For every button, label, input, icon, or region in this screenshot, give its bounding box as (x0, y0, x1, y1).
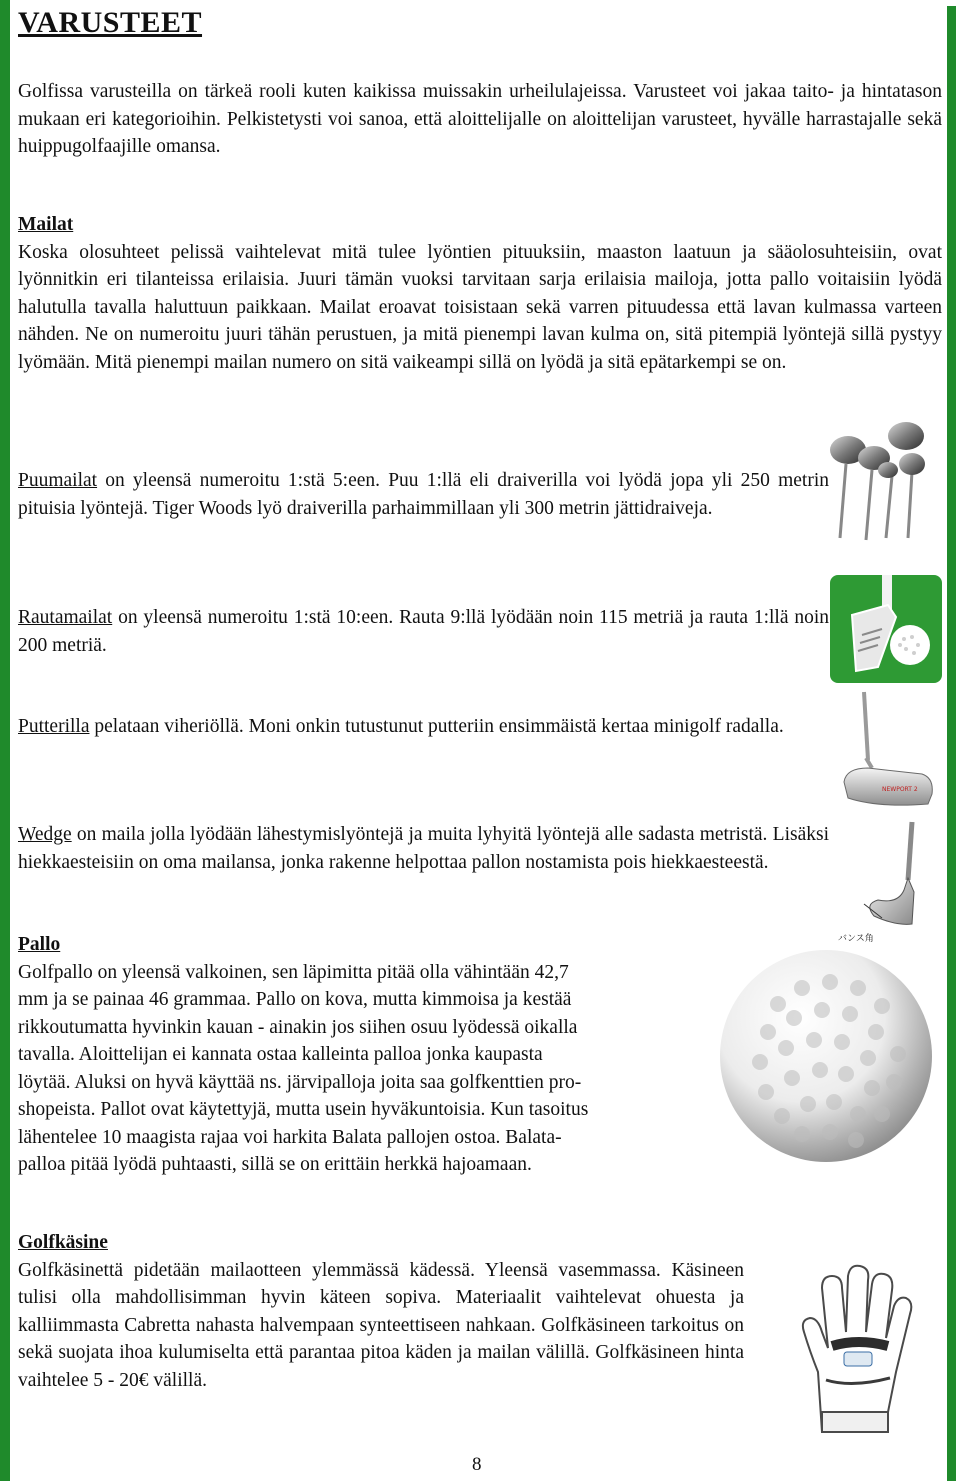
putterilla-term: Putterilla (18, 716, 90, 737)
golfkasine-text: Golfkäsinettä pidetään mailaotteen ylemmässä kädessä. Yleensä vasemmassa. Käsineen tulisi olla mahdollisimman hyvin käteen sopiva. Materiaalit vaihtelevat ohuesta ja kalliimmasta Cabretta nahasta halvempaan synteettiseen nahkaan. Golfkäsineen tarkoitus on sekä suojata ihoa kulumiselta että parantaa pitoa käden ja mailan välillä. Golfkäsineen hinta vaihtelee 5 - 20€ välillä. (18, 1259, 744, 1391)
putter-brand-text: NEWPORT 2 (882, 786, 918, 793)
golf-ball-icon (718, 944, 938, 1170)
golfkasine-heading: Golfkäsine (18, 1232, 108, 1253)
wedge-text: on maila jolla lyödään lähestymislyöntejä ja muita lyhyitä lyöntejä alle sadasta metristä. Lisäksi hiekkaesteisiin on oma mailansa, jonka rakenne helpottaa pallon nostamista pois hiekkaesteestä. (18, 824, 829, 873)
putterilla-text: pelataan viheriöllä. Moni onkin tutustunut putteriin ensimmäistä kertaa minigolf radalla. (89, 716, 784, 737)
page-number: 8 (472, 1454, 482, 1475)
pallo-line: mm ja se painaa 46 grammaa. Pallo on kova, mutta kimmoisa ja kestää (18, 989, 572, 1010)
iron-icon (830, 575, 942, 683)
putterilla-paragraph (18, 713, 829, 741)
pallo-section (18, 931, 718, 1179)
puumailat-paragraph (18, 467, 829, 522)
putter-icon (838, 690, 944, 816)
right-border-bar (947, 6, 956, 1481)
pallo-line: tavalla. Aloittelijan ei kannata ostaa kalleinta palloa jonka kaupasta (18, 1044, 543, 1065)
page-title: VARUSTEET (18, 6, 203, 39)
pallo-line: lähentelee 10 maagista rajaa voi harkita Balata pallojen ostoa. Balata- (18, 1126, 562, 1148)
wedge-caption: バンス角 (838, 934, 874, 944)
pallo-line: Golfpallo on yleensä valkoinen, sen läpimitta pitää olla vähintään 42,7 (18, 961, 569, 983)
pallo-line: palloa pitää lyödä puhtaasti, sillä se on erittäin herkkä hajoamaan. (18, 1154, 532, 1175)
woods-icon (826, 418, 926, 542)
golfkasine-section (18, 1229, 744, 1394)
glove-icon (792, 1262, 932, 1438)
mailat-heading: Mailat (18, 214, 74, 235)
rautamailat-term: Rautamailat (18, 607, 113, 628)
mailat-section (18, 211, 942, 376)
left-border-bar (0, 0, 10, 1481)
wedge-paragraph (18, 821, 829, 876)
pallo-heading: Pallo (18, 934, 61, 955)
intro-paragraph: Golfissa varusteilla on tärkeä rooli kuten kaikissa muissakin urheilulajeissa. Varusteet voi jakaa taito- ja hintatason mukaan eri kategorioihin. Pelkistetysti voi sanoa, että aloittelijalle on aloittelijan varusteet, hyvälle harrastajalle sekä huippugolfaajille omansa. (18, 81, 942, 157)
wedge-term: Wedge (18, 824, 72, 845)
rautamailat-paragraph (18, 604, 829, 659)
puumailat-text: on yleensä numeroitu 1:stä 5:een. Puu 1:llä eli draiverilla voi lyödä jopa yli 250 metrin pituisia lyöntejä. Tiger Woods lyö draiverilla parhaimmillaan yli 300 metrin jättidraiveja. (18, 470, 829, 519)
mailat-text: Koska olosuhteet pelissä vaihtelevat mitä tulee lyöntien pituuksiin, maaston laatuun ja sääolosuhteisiin, ovat lyönnitkin eri tilanteissa erilaisia. Juuri tämän vuoksi tarvitaan sarja erilaisia mailoja, jotta pallo voitaisiin lyödä halutulla tavalla haluttuun paikkaan. Mailat eroavat toisistaan sekä varren pituudessa että lavan kulmassa varteen nähden. Ne on numeroitu juuri tähän perustuen, ja mitä pienempi lavan kulma on, sitä pitempiä lyöntejä sillä pystyy lyömään. Mitä pienempi mailan numero on sitä vaikeampi sillä on lyödä ja sitä epätarkempi se on. (18, 241, 942, 373)
pallo-line: shopeista. Pallot ovat käytettyjä, mutta usein hyväkuntoisia. Kun tasoitus (18, 1099, 589, 1120)
puumailat-term: Puumailat (18, 470, 98, 491)
wedge-icon (838, 820, 938, 944)
pallo-line: löytää. Aluksi on hyvä käyttää ns. järvipalloja joita saa golfkenttien pro- (18, 1071, 582, 1093)
rautamailat-text: on yleensä numeroitu 1:stä 10:een. Rauta 9:llä lyödään noin 115 metriä ja rauta 1:llä noin 200 metriä. (18, 607, 829, 656)
pallo-line: rikkoutumatta hyvinkin kauan - ainakin jos siihen osuu lyödessä oikalla (18, 1016, 578, 1038)
